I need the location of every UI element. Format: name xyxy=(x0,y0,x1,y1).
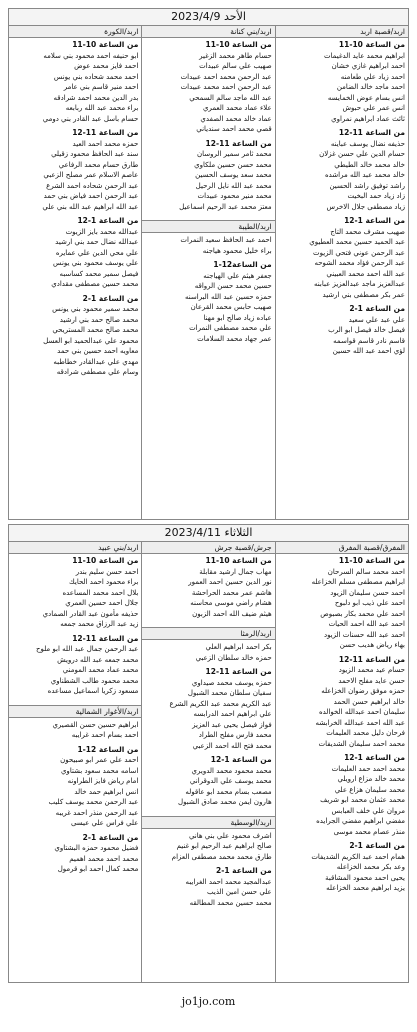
slot-spacer xyxy=(279,894,405,898)
student-name: حمزه حسين عبد الله البراسنه xyxy=(185,292,272,301)
student-name: عبد الرحمن جمال عبد الله ابو ملوح xyxy=(35,645,139,653)
time-slot-heading: من الساعة 12-1 xyxy=(77,744,139,754)
student-name: احمد ابراهيم غازي خشان xyxy=(331,62,405,70)
student-name: ابو حنيفه احمد محمود بني سلامه xyxy=(43,51,139,60)
time-slot-heading: من الساعة 1-2 xyxy=(215,866,272,875)
student-name: علي حسن امين الذيب xyxy=(207,888,272,896)
section-body xyxy=(276,554,408,902)
slot-spacer xyxy=(145,344,271,348)
student-name: محمد فتح الله احمد الزعبي xyxy=(192,741,272,750)
student-name: محمد محمود طالب الشطناوي xyxy=(50,676,139,685)
column-bani-obeid xyxy=(9,542,141,982)
student-name: احمد فايز محمد عوض xyxy=(74,62,139,70)
student-name: عمر بكر مصطفى بني ارشيد xyxy=(322,290,405,299)
student-name: حمزه موفق رضوان الخزاعله xyxy=(321,687,405,695)
student-name: ابراهيم حسين حسن القصيري xyxy=(52,720,139,729)
student-name: مهاب جمال ارشيد مقابلة xyxy=(199,567,272,576)
student-name: علي محي الدين علي عمايره xyxy=(55,248,139,257)
site-footer: jo1jo.com xyxy=(181,995,236,1008)
time-slot-heading: من الساعة 1-2 xyxy=(349,304,405,313)
day-grid xyxy=(8,542,409,983)
time-slot-heading: من الساعة 10-11 xyxy=(72,556,139,565)
student-name: محمد ثامر سمير الروسان xyxy=(196,150,272,158)
student-name: مروان علي خلف العبابس xyxy=(331,806,405,815)
student-name: عاصم الاسلام عمر مصلح الزعبي xyxy=(43,171,139,179)
student-name: محمد منير محمود عبيدات xyxy=(197,192,272,200)
student-name: بلال احمد محمد المساعده xyxy=(62,588,139,597)
time-slot-heading: من الساعة 1-12 xyxy=(210,755,272,764)
student-name: محمود علي عبدالحميد ابو العسل xyxy=(43,336,139,345)
student-name: عبد الرحمن محمد يوسف كليب xyxy=(48,798,139,806)
student-name: خالد ابراهيم حسن الحمد xyxy=(333,697,405,706)
time-slot-heading: من الساعة 1-2 xyxy=(82,832,139,842)
student-name: بكر احمد ابراهيم العلي xyxy=(205,643,272,651)
student-name: احمد بسام احمد غرايبه xyxy=(71,731,139,739)
student-name: عبد الحميد حسين محمد العطيوي xyxy=(309,238,405,246)
student-name: براء خليل محمود هياجنه xyxy=(202,246,272,255)
student-name: علي فراس علي عيسى xyxy=(70,819,139,827)
student-name: احمد علي محمد بكار بصبوص xyxy=(320,609,405,618)
student-name: محمد عماد محمد المومني xyxy=(62,666,139,674)
slot-spacer xyxy=(12,875,138,879)
section-header: اربد/الرمثا xyxy=(142,627,274,640)
student-name: عبدالله نضال حمد بني ارشيد xyxy=(55,238,139,246)
section-body xyxy=(142,38,274,220)
time-slot-heading: من الساعة 11-12 xyxy=(205,667,272,676)
student-name: فيصل خالد فيصل ابو الرب xyxy=(328,326,405,334)
student-name: احمد منير قاسم بني عامر xyxy=(63,83,139,91)
schedule-page xyxy=(8,8,409,1008)
column-bani-kinana xyxy=(141,26,274,519)
student-name: زاد زياد حمد البخيت xyxy=(347,192,405,200)
student-name: عبد الله ابراهيم عبد الله بني علي xyxy=(42,202,139,211)
student-name: انس بسام عوض الخمايسه xyxy=(327,93,405,102)
section-header: اربد/الطيبة xyxy=(142,220,274,233)
student-name: علي عبد علي سعيد xyxy=(348,315,405,324)
student-name: حذيفه مأمون عبد القادر الصمادي xyxy=(42,609,139,618)
student-name: عبد الرحمن احمد فياض بني حمد xyxy=(43,192,139,200)
time-slot-heading: من الساعة 1-12 xyxy=(344,216,405,225)
student-name: عماد خالد محمد الصفدي xyxy=(200,114,272,123)
student-name: عبدالمجيد محمد احمد الغرايبه xyxy=(185,877,272,886)
slot-spacer xyxy=(145,212,271,216)
student-name: احمد عبد الحافظ سعيد النمرات xyxy=(180,236,272,244)
time-slot-heading: من الساعة 1-2 xyxy=(82,293,139,303)
student-name: هاشم عمر محمد الحراحشة xyxy=(191,588,272,597)
student-name: حسين محمد حسن الرواقه xyxy=(194,282,272,290)
time-slot-heading: من الساعة 10-11 xyxy=(205,556,272,565)
slot-spacer xyxy=(12,378,138,382)
day-title: الأحد 2023/4/9 xyxy=(8,8,409,26)
student-name: عبد الرحمن عوني فتحي الزيوت xyxy=(313,248,405,257)
student-name: طارق محمد محمد مصطفى العزام xyxy=(171,852,272,861)
student-name: مسعود زكريا اسماعيل مساعده xyxy=(47,687,139,695)
student-name: قصي محمد احمد سندياني xyxy=(196,125,272,133)
student-name: صالح ابراهيم عبد الرحيم ابو غنيم xyxy=(176,842,272,850)
slot-spacer xyxy=(145,908,271,912)
student-name: محمد سليمان هزاع علي xyxy=(334,785,405,794)
student-name: عبد الرحمن احمد محمد عبيدات xyxy=(180,83,272,91)
time-slot-heading: من الساعة 1-12 xyxy=(77,216,139,225)
student-name: وعد بكر محمد الخزاعله xyxy=(336,863,405,871)
student-name: بهاء رياض هديب حسن xyxy=(339,641,405,649)
student-name: زياد مصطفى جلال الاخرس xyxy=(326,202,405,211)
section-header: جرش/قصبة جرش xyxy=(142,542,274,554)
student-name: يزيد ابراهيم محمد الخزاعله xyxy=(326,884,405,892)
student-name: محمد محمود محمد الدويري xyxy=(191,766,272,775)
student-name: سليمان احمد عبدالله الخوالده xyxy=(318,708,405,716)
student-name: علي محمد مصطفى النمرات xyxy=(189,324,272,332)
student-name: ابراهيم محمد عايد الدغيمات xyxy=(323,51,405,60)
time-slot-heading: من الساعة 11-12 xyxy=(72,633,139,643)
student-name: حذيفه نضال يوسف عباينه xyxy=(330,139,405,148)
student-name: ثائث عماد ابراهيم نمراوي xyxy=(331,114,405,123)
section-body xyxy=(9,38,141,386)
student-name: حسام الدين علي حسن غزلان xyxy=(319,150,405,158)
slot-spacer xyxy=(279,357,405,361)
slot-spacer xyxy=(145,619,271,623)
day-title: الثلاثاء 2023/4/11 xyxy=(8,524,409,542)
day-block-tuesday xyxy=(8,524,409,983)
day-block-sunday xyxy=(8,8,409,520)
student-name: محمد عثمان محمد ابو شريف xyxy=(320,796,405,804)
student-name: راشد توفيق راشد الحسين xyxy=(329,181,405,190)
section-header: اربد/بني عبيد xyxy=(9,542,141,554)
student-name: هارون ايمن محمد صادق الشبول xyxy=(178,798,272,806)
student-name: محمد صالح حمد بني ارشيد xyxy=(59,315,139,324)
student-name: عباده زياد صالح ابو مهنا xyxy=(203,313,272,322)
student-name: طارق حسام محمد الرفاعي xyxy=(58,160,139,169)
student-name: صهيب علي سالم عبيدات xyxy=(199,62,272,70)
student-name: حسام طاهر محمد الزغير xyxy=(199,51,272,60)
student-name: محمد يوسف علي الدوقراني xyxy=(189,777,272,785)
section-body xyxy=(9,718,141,883)
student-name: محمد كمال احمد ابو قرمول xyxy=(57,865,139,873)
student-name: عبد الله احمد محمد العبيني xyxy=(326,269,405,278)
student-name: علي يوسف محمود بني يونس xyxy=(53,259,139,267)
student-name: هشام راضي موسى محاسنه xyxy=(190,599,272,607)
section-header: اربد/بني كنانة xyxy=(142,26,274,38)
column-irbid-qasaba xyxy=(275,26,408,519)
student-name: عبد الرحمن محمد احمد عبيدات xyxy=(180,72,272,81)
time-slot-heading: من الساعة 11-12 xyxy=(72,128,139,137)
student-name: هيثم ضيف الله احمد الزبون xyxy=(192,609,272,618)
student-name: وسام علي مصطفى شرادقه xyxy=(56,368,139,376)
student-name: خالد محمد خالد الطيطي xyxy=(334,160,405,169)
student-name: انس ابراهيم حمد خالد xyxy=(74,787,139,796)
student-name: احمد علي ذيب ابو دلبوح xyxy=(334,599,405,607)
student-name: محمد سعد يوسف الحسين xyxy=(195,171,272,179)
student-name: مهدي علي عبدالقادر خطاطبه xyxy=(53,357,139,366)
student-name: معاويه احمد حسين بني حمد xyxy=(57,347,139,355)
student-name: احمد حسن سليم بندر xyxy=(75,567,139,576)
student-name: فواز فيصل يحيى عبد العزيز xyxy=(192,720,272,729)
student-name: صهيب حابس محمد القرعان xyxy=(190,303,272,311)
section-body xyxy=(142,829,274,917)
student-name: فيصل سمير محمد كساسبه xyxy=(59,269,139,278)
student-name: عبد الرحمن شحاده احمد الشرع xyxy=(46,181,139,190)
student-name: احمد محمد سالم السرحان xyxy=(327,567,405,576)
student-name: حمزه محمد احمد العيد xyxy=(72,139,139,148)
student-name: امام رياض فايز الطراونه xyxy=(67,777,139,785)
student-name: عمر جهاد محمد السلامات xyxy=(197,334,272,343)
student-name: محمد حسن حسين ملكاوي xyxy=(194,160,272,169)
time-slot-heading: من الساعة 11-12 xyxy=(338,128,405,137)
student-name: محمد عبد الله نايل الرحيل xyxy=(195,181,272,190)
student-name: احمد عبد الله احمد الحيات xyxy=(328,620,405,628)
student-name: عبدالله محمد بايز الزيوت xyxy=(65,227,139,236)
student-name: محمد احمد حمد العليمات xyxy=(331,764,405,773)
slot-spacer xyxy=(145,808,271,812)
student-name: محمد احمد سليمان الشديفات xyxy=(318,739,405,748)
student-name: محمد خالد مزاع ارويلي xyxy=(337,775,405,783)
student-name: سفيان سلطان محمد الشبول xyxy=(187,689,272,697)
student-name: احمد زياد علي طعامنه xyxy=(340,72,405,81)
student-name: خالد محمد عبد الله مراشده xyxy=(324,171,405,179)
student-name: عبد الله ماجد سالم السمحي xyxy=(189,93,272,102)
section-body xyxy=(276,38,408,365)
student-name: بدر الدين محمد احمد شرادقه xyxy=(53,93,139,102)
time-slot-heading: من الساعة 10-11 xyxy=(205,40,272,49)
section-header: اربد/قصبة اربد xyxy=(276,26,408,38)
section-body xyxy=(142,640,274,816)
student-name: حمزه خالد سلطان الزعبي xyxy=(195,653,272,662)
column-mafraq xyxy=(275,542,408,982)
student-name: محمد صالح محمد المستريحي xyxy=(52,326,139,334)
student-name: علاء عماد محمد العمري xyxy=(203,104,272,112)
slot-spacer xyxy=(12,697,138,701)
student-name: لؤي احمد عبد الله حسين xyxy=(332,347,405,355)
student-name: مفضي ابراهيم مفضي الجرايده xyxy=(316,817,405,825)
student-name: اسامه محمد سعود بشتاوي xyxy=(60,766,139,775)
student-name: حسام باسل عبد القادر بني دومي xyxy=(42,114,139,123)
student-name: معتز محمد عبد الرحيم اسماعيل xyxy=(179,202,272,211)
time-slot-heading: من الساعة 11-12 xyxy=(338,654,405,664)
time-slot-heading: من الساعة 11-12 xyxy=(205,138,272,148)
student-name: صهيب مشرف محمد التاج xyxy=(330,227,405,236)
student-name: مصعب بسام محمد ابو عاقوله xyxy=(185,787,272,796)
student-name: نور الدين حسين احمد العمور xyxy=(188,578,272,586)
student-name: براء محمد عبد الله ربابعه xyxy=(65,104,139,112)
student-name: ابراهيم مصطفى مسلم الخزاعله xyxy=(311,578,405,586)
student-name: عبد الرحمن منذر احمد غريبه xyxy=(55,808,139,817)
student-name: محمد جمعه عبد الله درويش xyxy=(57,655,139,664)
student-name: علي ابراهيم احمد الدرابسه xyxy=(193,710,272,718)
student-name: عبدالعزيز ماجد عبدالعزيز عبابنه xyxy=(314,280,405,288)
student-name: اشرف محمود علي بني هاني xyxy=(188,831,272,840)
day-grid xyxy=(8,26,409,520)
student-name: عبد الكريم محمد عبد الكريم الشرع xyxy=(169,699,272,708)
student-name: يحيى احمد محمود المشاقبة xyxy=(325,873,405,882)
student-name: جلال احمد حسين العمري xyxy=(65,599,139,607)
student-name: محمد سمير محمود بني يونس xyxy=(52,305,139,313)
student-name: محمد حسين محمد المطالقه xyxy=(189,898,272,907)
student-name: حمزه يوسف محمد صيداوي xyxy=(191,678,272,687)
student-name: منذر عصام محمد موسى xyxy=(333,827,405,836)
student-name: احمد حسن سليمان الزيود xyxy=(330,588,405,597)
time-slot-heading: من الساعة 10-11 xyxy=(338,40,405,49)
student-name: احمد ماجد خالد الضامن xyxy=(336,83,405,91)
column-koura xyxy=(9,26,141,519)
time-slot-heading: من الساعة 1-2 xyxy=(349,841,405,850)
time-slot-heading: من الساعة 10-11 xyxy=(72,40,139,49)
time-slot-heading: من الساعة12-1 xyxy=(213,260,272,269)
student-name: حسام عيد محمد الزيود xyxy=(338,666,405,674)
section-body xyxy=(9,554,141,705)
student-name: فرحان دليل محمد العليمات xyxy=(326,729,405,737)
column-jerash xyxy=(141,542,274,982)
student-name: عبد الرحمن فؤاد محمد الشوحه xyxy=(314,259,405,267)
student-name: احمد محمد شحاده بني يونس xyxy=(53,72,139,81)
student-name: احمد علي عمر ابو صبيحون xyxy=(60,756,139,764)
section-header: اربد/الوسطية xyxy=(142,816,274,829)
section-body xyxy=(142,554,274,627)
student-name: عبد الله احمد عبدالله الخرابشه xyxy=(315,718,405,727)
student-name: حسن عايد مفلح الاحمد xyxy=(338,676,405,685)
student-name: زيد عبد الرزاق محمد جمعه xyxy=(60,620,139,628)
student-name: محمد احمد محمد اهميم xyxy=(69,854,139,863)
student-name: انس عمر علي حبوش xyxy=(342,104,405,112)
time-slot-heading: من الساعة 10-11 xyxy=(338,556,405,565)
section-body xyxy=(142,233,274,352)
student-name: براء محمود احمد الحايك xyxy=(69,578,139,586)
student-name: محمد حسين مصطفى مقدادي xyxy=(51,280,139,288)
section-header: اربد/الأغوار الشمالية xyxy=(9,705,141,718)
student-name: قاسم نادر قاسم قواسمه xyxy=(333,336,405,345)
student-name: محمد فارس مفلح الطراد xyxy=(198,731,272,739)
student-name: فضيل محمود حمزه البشتاوي xyxy=(54,844,139,852)
section-header: اربد/الكورة xyxy=(9,26,141,38)
section-header: المفرق/قصبة المفرق xyxy=(276,542,408,554)
student-name: احمد عبد الله حسنات الزيود xyxy=(323,630,405,639)
student-name: جعفر هيثم علي الهياجنه xyxy=(203,271,272,280)
student-name: سند عبد الحافظ محمود زقيلي xyxy=(51,150,139,158)
student-name: همام احمد عبد الكريم الشديفات xyxy=(311,852,405,861)
time-slot-heading: من الساعة 1-12 xyxy=(344,753,405,762)
